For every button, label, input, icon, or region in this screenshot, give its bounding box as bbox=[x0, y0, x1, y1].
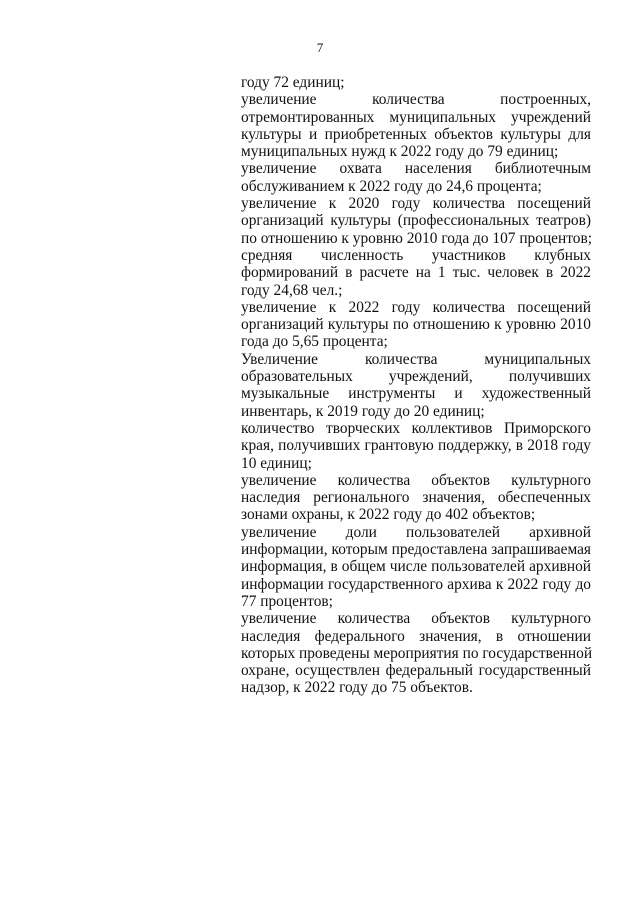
paragraph bbox=[241, 299, 591, 351]
text-line: информации, которым предоставлена запрашиваемая bbox=[241, 541, 591, 559]
text-line: наследия федерального значения, в отношении bbox=[241, 627, 591, 645]
text-line: года до 5,65 процента; bbox=[241, 333, 388, 351]
text-line: отремонтированных муниципальных учреждений bbox=[241, 108, 591, 126]
text-line: организаций культуры (профессиональных театров) bbox=[241, 212, 591, 230]
text-line: надзор, к 2022 году до 75 объектов. bbox=[241, 679, 473, 697]
paragraph bbox=[241, 351, 591, 420]
paragraph bbox=[241, 74, 591, 91]
text-line: по отношению к уровню 2010 года до 107 процентов; bbox=[241, 229, 593, 247]
paragraph bbox=[241, 610, 591, 696]
text-line: зонами охраны, к 2022 году до 402 объектов; bbox=[241, 506, 536, 524]
text-line: количество творческих коллективов Приморского bbox=[241, 419, 591, 437]
text-line: обслуживанием к 2022 году до 24,6 процента; bbox=[241, 177, 542, 195]
paragraph bbox=[241, 420, 591, 472]
text-line: увеличение к 2020 году количества посещений bbox=[241, 195, 591, 213]
text-line: образовательных учреждений, получивших bbox=[241, 368, 591, 386]
text-line: охране, осуществлен федеральный государственный bbox=[241, 662, 591, 680]
text-line: Увеличение количества муниципальных bbox=[241, 350, 591, 368]
text-line: информации государственного архива к 2022 году до bbox=[241, 575, 591, 593]
text-line: средняя численность участников клубных bbox=[241, 246, 591, 264]
paragraph bbox=[241, 160, 591, 195]
text-line: организаций культуры по отношению к уровню 2010 bbox=[241, 316, 591, 334]
paragraph bbox=[241, 195, 591, 247]
text-line: увеличение количества объектов культурного bbox=[241, 610, 591, 628]
text-line: наследия регионального значения, обеспеченных bbox=[241, 489, 591, 507]
text-line: муниципальных нужд к 2022 году до 79 единиц; bbox=[241, 143, 559, 161]
text-line: увеличение охвата населения библиотечным bbox=[241, 160, 591, 178]
text-line: 77 процентов; bbox=[241, 592, 333, 610]
page-number: 7 bbox=[316, 40, 324, 55]
paragraph bbox=[241, 524, 591, 610]
text-line: информация, в общем числе пользователей архивной bbox=[241, 558, 591, 576]
text-line: формирований в расчете на 1 тыс. человек в 2022 bbox=[241, 264, 591, 282]
paragraph bbox=[241, 91, 591, 160]
document-body bbox=[241, 74, 591, 697]
text-line: году 24,68 чел.; bbox=[241, 281, 343, 299]
text-line: увеличение количества построенных, bbox=[241, 91, 591, 109]
text-line: году 72 единиц; bbox=[241, 74, 345, 91]
paragraph bbox=[241, 472, 591, 524]
text-line: которых проведены мероприятия по государственной bbox=[241, 644, 593, 662]
text-line: края, получивших грантовую поддержку, в 2018 году bbox=[241, 437, 591, 455]
text-line: культуры и приобретенных объектов культуры для bbox=[241, 125, 591, 143]
text-line: музыкальные инструменты и художественный bbox=[241, 385, 591, 403]
text-line: увеличение доли пользователей архивной bbox=[241, 523, 591, 541]
paragraph bbox=[241, 247, 591, 299]
text-line: инвентарь, к 2019 году до 20 единиц; bbox=[241, 402, 485, 420]
text-line: увеличение количества объектов культурного bbox=[241, 471, 591, 489]
text-line: 10 единиц; bbox=[241, 454, 312, 472]
text-line: увеличение к 2022 году количества посещений bbox=[241, 298, 591, 316]
